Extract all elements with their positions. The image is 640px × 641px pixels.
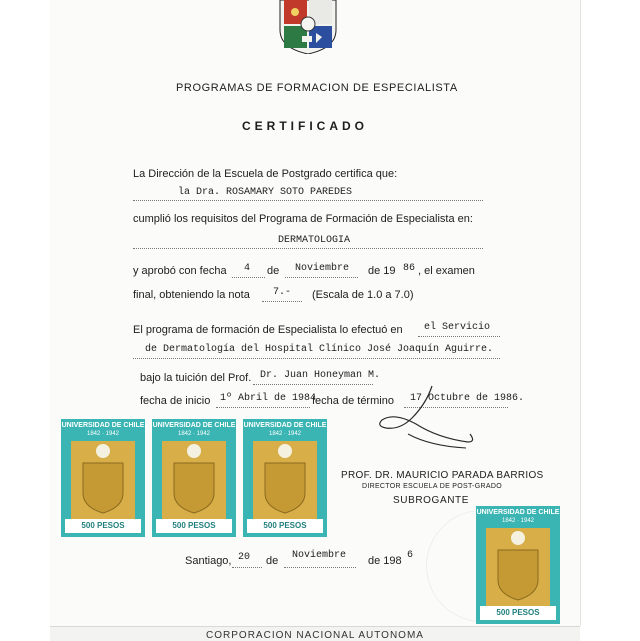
intro-text: La Dirección de la Escuela de Postgrado certifica que: bbox=[133, 168, 398, 180]
stamp-university: UNIVERSIDAD DE CHILE bbox=[476, 509, 560, 516]
month-line bbox=[285, 276, 358, 278]
final-prefix: final, obteniendo la nota bbox=[133, 289, 250, 301]
place-line-1 bbox=[418, 335, 500, 337]
stamp-years: 1842 · 1942 bbox=[501, 518, 535, 524]
end-date: 17 Octubre de 1986. bbox=[410, 393, 525, 404]
recipient-name: la Dra. ROSAMARY SOTO PAREDES bbox=[178, 187, 353, 198]
revenue-stamp bbox=[243, 419, 327, 537]
start-line bbox=[216, 406, 310, 408]
tutor-prefix: bajo la tuición del Prof. bbox=[140, 372, 252, 384]
revenue-stamp bbox=[476, 506, 560, 624]
stamp-university: UNIVERSIDAD DE CHILE bbox=[61, 422, 145, 429]
grade-scale: (Escala de 1.0 a 7.0) bbox=[312, 289, 414, 301]
revenue-stamp bbox=[61, 419, 145, 537]
signature bbox=[372, 384, 482, 460]
footer-day-line bbox=[232, 566, 262, 568]
signatory-name: PROF. DR. MAURICIO PARADA BARRIOS bbox=[341, 470, 544, 481]
stamp-value: 500 PESOS bbox=[496, 608, 540, 617]
place-2: de Dermatología del Hospital Clínico José Joaquín Aguirre. bbox=[145, 344, 494, 355]
revenue-stamp bbox=[152, 419, 236, 537]
stamp-university: UNIVERSIDAD DE CHILE bbox=[243, 422, 327, 429]
approved-month: Noviembre bbox=[295, 263, 350, 274]
place-line-2 bbox=[133, 357, 500, 359]
grade-line bbox=[262, 300, 302, 302]
signatory-status: SUBROGANTE bbox=[393, 495, 470, 506]
start-label: fecha de inicio bbox=[140, 395, 211, 407]
footer-de-2: de 198 bbox=[368, 555, 402, 567]
program-prefix: El programa de formación de Especialista lo efectuó en bbox=[133, 324, 403, 336]
stamp-value: 500 PESOS bbox=[263, 521, 307, 530]
footer-de-1: de bbox=[266, 555, 279, 567]
stamp-years: 1842 · 1942 bbox=[86, 431, 120, 437]
approved-year: 86 bbox=[403, 263, 416, 274]
specialty-line bbox=[133, 247, 483, 249]
start-date: 1º Abril de 1984 bbox=[220, 393, 317, 404]
program-heading: PROGRAMAS DE FORMACION DE ESPECIALISTA bbox=[176, 82, 458, 94]
end-label: fecha de término bbox=[312, 395, 394, 407]
next-page-heading: CORPORACION NACIONAL AUTONOMA bbox=[206, 630, 424, 641]
stamp-years: 1842 · 1942 bbox=[177, 431, 211, 437]
approved-de-2: de 19 bbox=[368, 265, 396, 277]
stamp-value: 500 PESOS bbox=[81, 521, 125, 530]
fulfilled-text: cumplió los requisitos del Programa de Formación de Especialista en: bbox=[133, 213, 473, 225]
signatory-role: DIRECTOR ESCUELA DE POST-GRADO bbox=[362, 483, 502, 490]
tutor-line bbox=[253, 383, 373, 385]
footer-month: Noviembre bbox=[292, 550, 347, 561]
stamp-value: 500 PESOS bbox=[172, 521, 216, 530]
tutor-name: Dr. Juan Honeyman M. bbox=[260, 370, 381, 381]
exam-suffix: , el examen bbox=[418, 265, 475, 277]
place-1: el Servicio bbox=[424, 322, 491, 333]
footer-day: 20 bbox=[238, 552, 251, 563]
specialty-value: DERMATOLOGIA bbox=[278, 235, 351, 246]
certificate-title: CERTIFICADO bbox=[242, 119, 368, 133]
approved-day: 4 bbox=[244, 263, 251, 274]
stamp-university: UNIVERSIDAD DE CHILE bbox=[152, 422, 236, 429]
university-crest-icon bbox=[278, 0, 338, 54]
approved-prefix: y aprobó con fecha bbox=[133, 265, 227, 277]
footer-year-digit: 6 bbox=[407, 550, 414, 561]
stamp-years: 1842 · 1942 bbox=[268, 431, 302, 437]
footer-month-line bbox=[284, 566, 356, 568]
next-page-edge bbox=[50, 626, 580, 641]
day-line bbox=[232, 276, 265, 278]
footer-city: Santiago, bbox=[185, 555, 232, 567]
name-line bbox=[133, 199, 483, 201]
grade-value: 7.- bbox=[273, 287, 292, 298]
approved-de-1: de bbox=[267, 265, 280, 277]
